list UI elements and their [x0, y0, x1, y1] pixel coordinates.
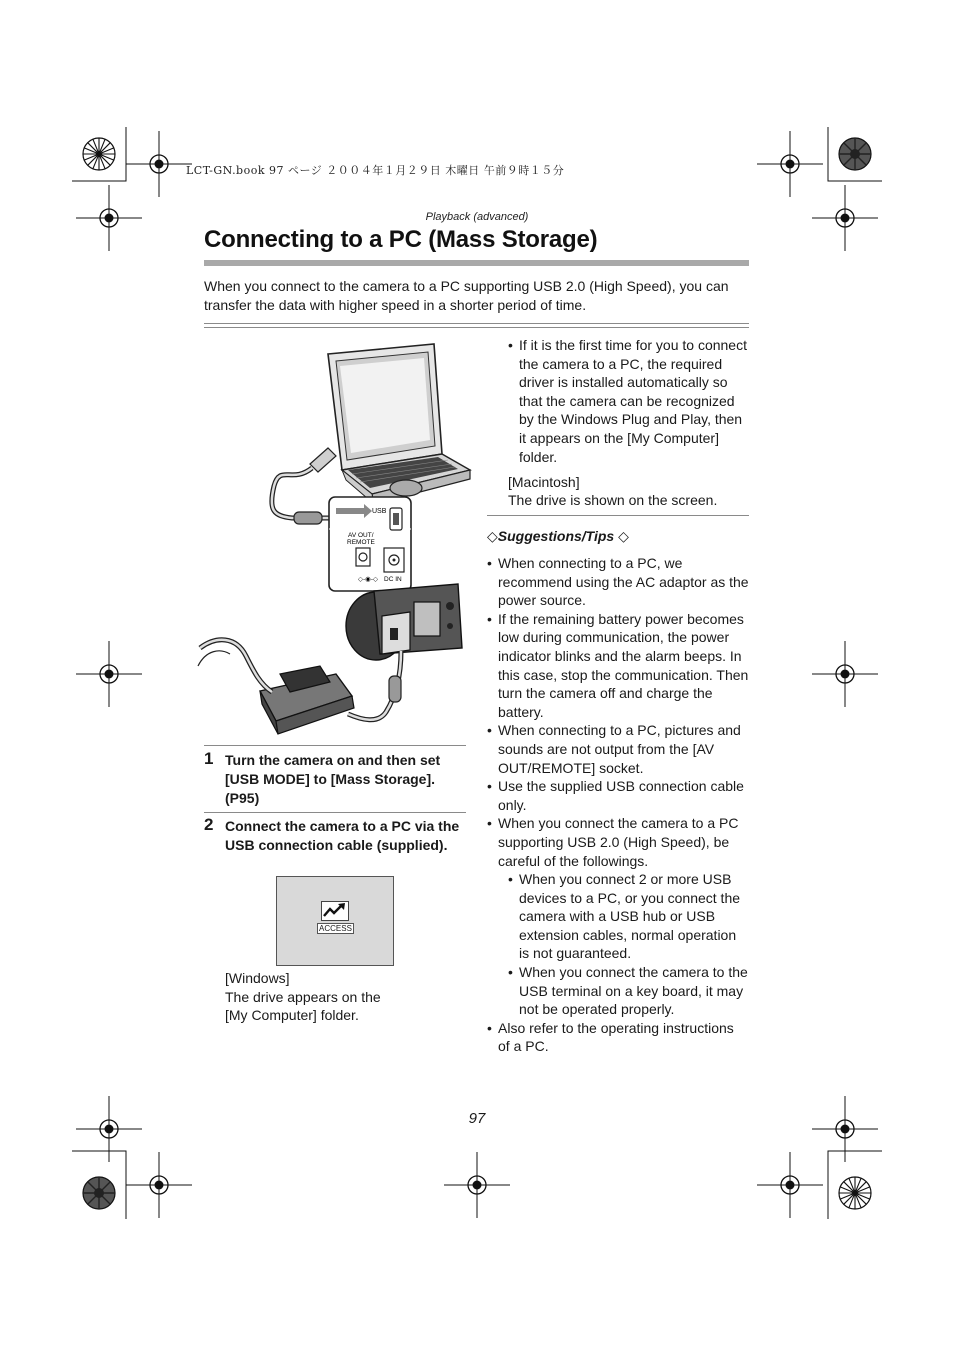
lcd-access-screen: [276, 876, 394, 966]
tips-block: [487, 554, 749, 1056]
subtips-list: [508, 870, 749, 1019]
windows-text-line-2: [My Computer] folder.: [225, 1007, 359, 1024]
windows-heading: [Windows]: [225, 970, 290, 986]
step-2-number: 2: [204, 815, 214, 834]
mac-heading: [Macintosh]: [508, 474, 580, 490]
subtip-item: • When you connect the camera to the USB terminal on a key board, it may not be operated properly.: [508, 963, 749, 1019]
laptop-illustration: [328, 344, 470, 504]
diamond-icon: ◇: [487, 528, 498, 544]
usb-port-label: USB: [372, 508, 387, 515]
step-1-number: 1: [204, 749, 214, 768]
driver-note-list: [508, 336, 748, 466]
suggestions-divider: [487, 515, 749, 516]
step-divider: [204, 812, 466, 813]
tip-item: • Also refer to the operating instructions of a PC.: [487, 1019, 749, 1056]
svg-text:◇-◉-◇: ◇-◉-◇: [358, 576, 378, 583]
intro-divider: [204, 323, 749, 328]
windows-text-line-1: The drive appears on the: [225, 988, 381, 1005]
dc-in-label: DC IN: [384, 576, 402, 583]
access-icon: [321, 901, 349, 921]
windows-note: [225, 969, 465, 1025]
page-number: 97: [468, 1110, 486, 1127]
driver-note: • If it is the first time for you to connect the camera to a PC, the required driver is installed automatically so that the camera can be recognized by the Windows Plug and Play, then it appears on the [My Computer] folder.: [508, 336, 748, 466]
connection-illustration: [196, 336, 472, 740]
remote-label: REMOTE: [347, 539, 375, 546]
suggestions-heading: [487, 528, 629, 545]
title-rule: [204, 260, 749, 266]
suggestions-heading-text: Suggestions/Tips: [497, 528, 615, 544]
tip-item: • When connecting to a PC, pictures and sounds are not output from the [AV OUT/REMOTE] socket.: [487, 721, 749, 777]
page-title: Connecting to a PC (Mass Storage): [204, 226, 598, 253]
tip-item: • When connecting to a PC, we recommend using the AC adaptor as the power source.: [487, 554, 749, 610]
step-divider: [204, 745, 466, 746]
printer-slug-line: LCT-GN.book 97 ページ ２００４年１月２９日 木曜日 午前９時１５分: [186, 164, 565, 177]
step-2-text: Connect the camera to a PC via the USB connection cable (supplied).: [225, 818, 460, 853]
intro-paragraph: When you connect to the camera to a PC supporting USB 2.0 (High Speed), you can transfer the data with higher speed in a shorter period of time.: [204, 278, 729, 313]
mac-text: The drive is shown on the screen.: [508, 492, 718, 508]
diamond-icon: ◇: [618, 528, 629, 544]
section-label: Playback (advanced): [425, 211, 529, 223]
tip-item: • If the remaining battery power becomes low during communication, the power indicator blinks and the alarm beeps. In this case, stop the communication. Then turn the camera off and charge the battery.: [487, 610, 749, 722]
step-1-text: Turn the camera on and then set [USB MODE] to [Mass Storage]. (P95): [225, 752, 441, 806]
av-out-label: AV OUT/: [348, 532, 374, 539]
tip-item: • When you connect the camera to a PC supporting USB 2.0 (High Speed), be careful of the followings.: [487, 814, 749, 870]
tips-list: [487, 554, 749, 870]
ac-adaptor-illustration: [260, 666, 354, 734]
last-tip-list: [487, 1019, 749, 1056]
subtip-item: • When you connect 2 or more USB devices to a PC, or you connect the camera with a USB hub or USB extension cables, normal operation is not guaranteed.: [508, 870, 749, 963]
tip-item: • Use the supplied USB connection cable only.: [487, 777, 749, 814]
camera-illustration: [346, 584, 462, 660]
access-label: ACCESS: [319, 924, 352, 933]
